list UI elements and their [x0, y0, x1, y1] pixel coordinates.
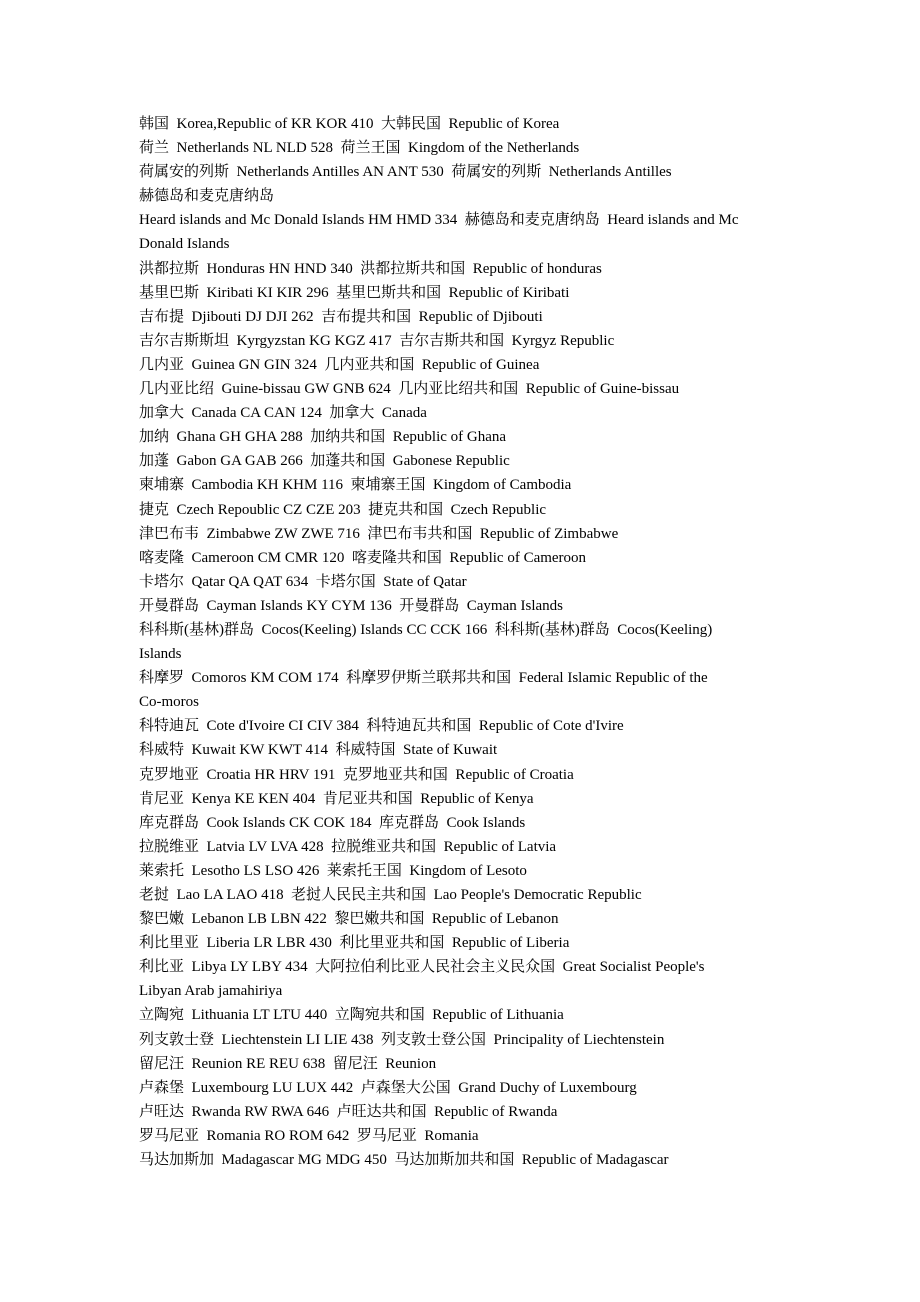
document-line: 卡塔尔 Qatar QA QAT 634 卡塔尔国 State of Qatar	[139, 573, 467, 590]
document-line: 荷兰 Netherlands NL NLD 528 荷兰王国 Kingdom of the Netherlands	[139, 140, 580, 157]
document-line: 立陶宛 Lithuania LT LTU 440 立陶宛共和国 Republic of Lithuania	[139, 1007, 564, 1024]
document-line: 克罗地亚 Croatia HR HRV 191 克罗地亚共和国 Republic of Croatia	[139, 766, 574, 783]
document-line: Libyan Arab jamahiriya	[139, 983, 283, 1000]
document-line: 利比亚 Libya LY LBY 434 大阿拉伯利比亚人民社会主义民众国 Great Socialist People's	[139, 959, 705, 976]
document-line: 韩国 Korea,Republic of KR KOR 410 大韩民国 Republic of Korea	[139, 116, 560, 132]
document-line: 吉尔吉斯斯坦 Kyrgyzstan KG KGZ 417 吉尔吉斯共和国 Kyrgyz Republic	[139, 332, 615, 349]
document-line: 几内亚比绍 Guine-bissau GW GNB 624 几内亚比绍共和国 Republic of Guine-bissau	[139, 381, 680, 398]
document-line: 洪都拉斯 Honduras HN HND 340 洪都拉斯共和国 Republic of honduras	[139, 260, 602, 277]
document-line: 拉脱维亚 Latvia LV LVA 428 拉脱维亚共和国 Republic of Latvia	[139, 838, 557, 855]
document-line: 科科斯(基林)群岛 Cocos(Keeling) Islands CC CCK 166 科科斯(基林)群岛 Cocos(Keeling)	[139, 621, 713, 638]
document-line: 留尼汪 Reunion RE REU 638 留尼汪 Reunion	[139, 1055, 437, 1072]
document-line: 利比里亚 Liberia LR LBR 430 利比里亚共和国 Republic of Liberia	[139, 935, 570, 952]
document-line: 开曼群岛 Cayman Islands KY CYM 136 开曼群岛 Cayman Islands	[139, 597, 563, 614]
document-line: 黎巴嫩 Lebanon LB LBN 422 黎巴嫩共和国 Republic of Lebanon	[139, 911, 559, 928]
document-line: 马达加斯加 Madagascar MG MDG 450 马达加斯加共和国 Republic of Madagascar	[139, 1152, 669, 1169]
document-line: Heard islands and Mc Donald Islands HM HMD 334 赫德岛和麦克唐纳岛 Heard islands and Mc	[139, 212, 739, 229]
document-line: 津巴布韦 Zimbabwe ZW ZWE 716 津巴布韦共和国 Republic of Zimbabwe	[139, 525, 619, 542]
document-line: Co-moros	[139, 694, 199, 711]
document-line: 赫德岛和麦克唐纳岛	[139, 188, 275, 205]
document-line: 吉布提 Djibouti DJ DJI 262 吉布提共和国 Republic of Djibouti	[139, 308, 543, 325]
document-line: 加纳 Ghana GH GHA 288 加纳共和国 Republic of Ghana	[139, 429, 507, 446]
document-line: Donald Islands	[139, 236, 230, 253]
document-line: 库克群岛 Cook Islands CK COK 184 库克群岛 Cook Islands	[139, 814, 526, 831]
document-line: 科特迪瓦 Cote d'Ivoire CI CIV 384 科特迪瓦共和国 Republic of Cote d'Ivire	[139, 718, 624, 735]
document-line: 基里巴斯 Kiribati KI KIR 296 基里巴斯共和国 Republic of Kiribati	[139, 284, 570, 301]
document-line: 捷克 Czech Repoublic CZ CZE 203 捷克共和国 Czech Republic	[139, 501, 547, 518]
document-line: 肯尼亚 Kenya KE KEN 404 肯尼亚共和国 Republic of Kenya	[139, 790, 534, 807]
document-line: 莱索托 Lesotho LS LSO 426 莱索托王国 Kingdom of Lesoto	[139, 862, 527, 879]
document-line: Islands	[139, 646, 182, 663]
document-line: 列支敦士登 Liechtenstein LI LIE 438 列支敦士登公国 Principality of Liechtenstein	[139, 1031, 665, 1048]
document-line: 卢森堡 Luxembourg LU LUX 442 卢森堡大公国 Grand Duchy of Luxembourg	[139, 1079, 637, 1096]
document-line: 荷属安的列斯 Netherlands Antilles AN ANT 530 荷属安的列斯 Netherlands Antilles	[139, 164, 672, 181]
document-line: 科摩罗 Comoros KM COM 174 科摩罗伊斯兰联邦共和国 Federal Islamic Republic of the	[139, 670, 708, 687]
document-line: 加蓬 Gabon GA GAB 266 加蓬共和国 Gabonese Republic	[139, 453, 510, 470]
document-line: 老挝 Lao LA LAO 418 老挝人民民主共和国 Lao People's Democratic Republic	[139, 887, 642, 903]
document-body	[139, 112, 799, 1172]
document-line: 柬埔寨 Cambodia KH KHM 116 柬埔寨王国 Kingdom of Cambodia	[139, 477, 572, 494]
document-line: 卢旺达 Rwanda RW RWA 646 卢旺达共和国 Republic of Rwanda	[139, 1103, 558, 1120]
document-line: 科威特 Kuwait KW KWT 414 科威特国 State of Kuwait	[139, 742, 498, 759]
document-line: 加拿大 Canada CA CAN 124 加拿大 Canada	[139, 405, 427, 422]
document-line: 喀麦隆 Cameroon CM CMR 120 喀麦隆共和国 Republic of Cameroon	[139, 549, 587, 566]
document-line: 罗马尼亚 Romania RO ROM 642 罗马尼亚 Romania	[139, 1127, 479, 1144]
document-line: 几内亚 Guinea GN GIN 324 几内亚共和国 Republic of Guinea	[139, 356, 540, 373]
